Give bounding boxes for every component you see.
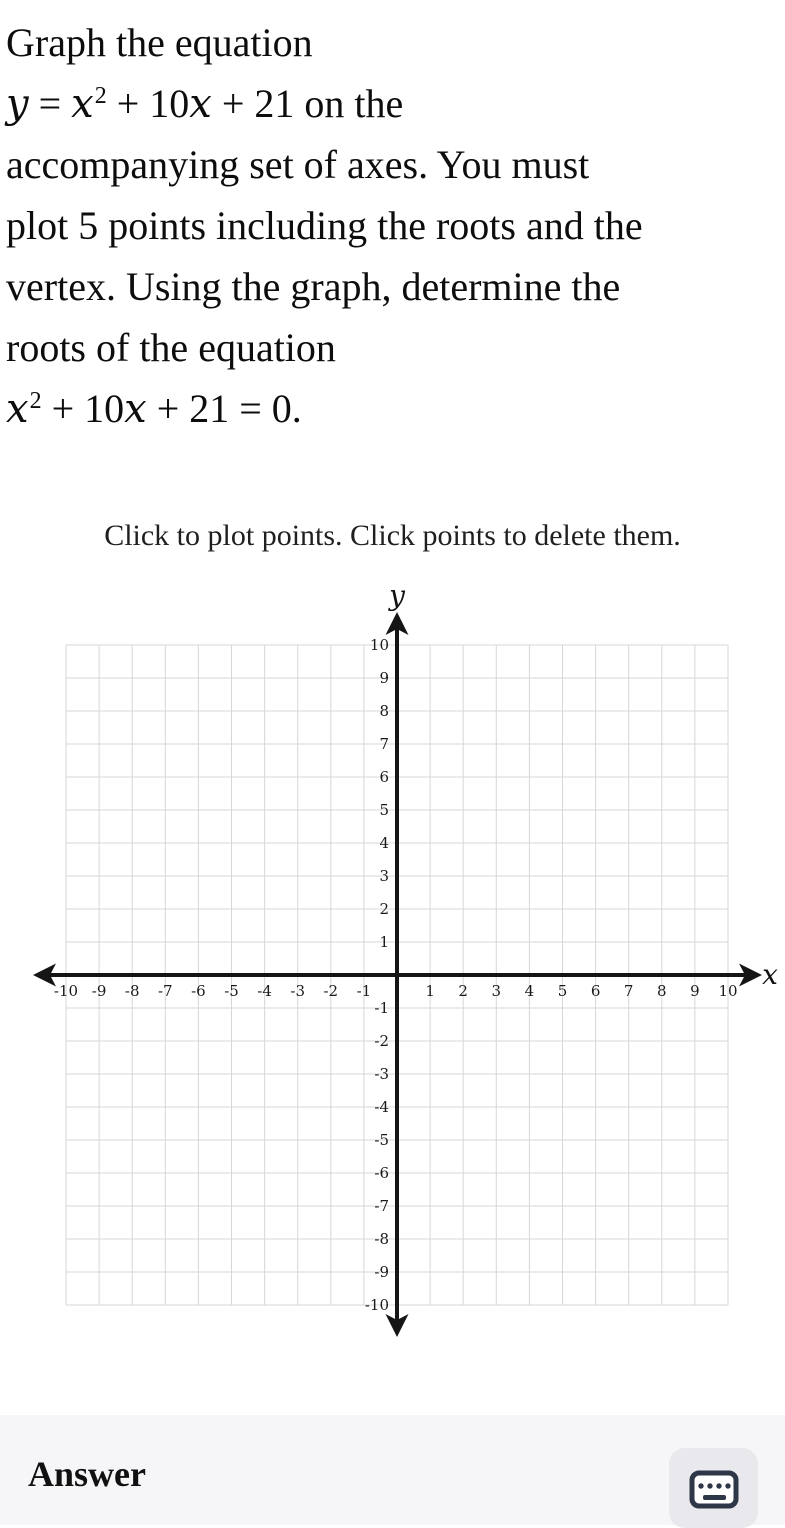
x-tick-label: 4 xyxy=(524,982,535,1000)
x-tick-label: 5 xyxy=(557,982,568,1000)
y-tick-label: -10 xyxy=(364,1296,389,1314)
x-tick-label: -7 xyxy=(157,982,173,1000)
problem-line: vertex. Using the graph, determine the xyxy=(6,264,621,309)
axes xyxy=(48,627,747,1326)
y-tick-label: 5 xyxy=(379,801,389,819)
y-tick-label: -5 xyxy=(374,1131,389,1149)
problem-line: accompanying set of axes. You must xyxy=(6,142,590,187)
x-tick-label: 8 xyxy=(657,982,667,1000)
x-tick-label: -8 xyxy=(124,982,140,1000)
x-tick-label: -5 xyxy=(224,982,239,1000)
problem-line: $x^2 + 10x + 21 = 0$. xyxy=(6,386,302,432)
problem-line: plot 5 points including the roots and the xyxy=(6,203,643,248)
y-tick-label: -3 xyxy=(374,1065,389,1083)
y-tick-label: -1 xyxy=(374,999,389,1017)
y-axis-label: y xyxy=(389,579,405,612)
y-tick-label: -7 xyxy=(374,1197,389,1215)
y-tick-label: -6 xyxy=(374,1164,389,1182)
x-tick-label: 2 xyxy=(458,982,468,1000)
keyboard-icon xyxy=(689,1470,739,1520)
x-tick-label: -1 xyxy=(356,982,372,1000)
plot-instruction: Click to plot points. Click points to delete them. xyxy=(104,519,681,552)
y-tick-label: -9 xyxy=(374,1263,389,1281)
x-tick-label: 6 xyxy=(590,982,601,1000)
x-tick-label: -3 xyxy=(290,982,306,1000)
x-tick-label: 9 xyxy=(690,982,700,1000)
x-tick-label: 1 xyxy=(425,982,435,1000)
y-tick-label: -2 xyxy=(374,1032,389,1050)
x-tick-label: -9 xyxy=(91,982,107,1000)
x-axis-label: x xyxy=(762,958,778,991)
problem-line: $y = x^2 + 10x + 21$ on the xyxy=(6,81,404,127)
y-tick-label: -4 xyxy=(374,1098,389,1116)
answer-section xyxy=(0,1415,785,1525)
x-tick-label: 3 xyxy=(491,982,502,1000)
graph-canvas[interactable] xyxy=(0,575,785,1345)
x-tick-label: 7 xyxy=(623,982,634,1000)
problem-statement xyxy=(6,12,785,439)
x-tick-label: -4 xyxy=(257,982,272,1000)
y-tick-label: 3 xyxy=(379,867,389,885)
x-tick-label: -2 xyxy=(323,982,339,1000)
y-tick-label: 9 xyxy=(379,669,389,687)
y-tick-label: -8 xyxy=(374,1230,389,1248)
y-tick-label: 6 xyxy=(379,768,389,786)
y-tick-label: 1 xyxy=(379,933,389,951)
y-tick-label: 7 xyxy=(379,735,389,753)
keyboard-button[interactable] xyxy=(669,1448,758,1528)
problem-line: roots of the equation xyxy=(6,325,336,370)
answer-heading: Answer xyxy=(28,1454,146,1494)
x-tick-label: 10 xyxy=(718,982,738,1000)
problem-line: Graph the equation xyxy=(6,20,313,65)
x-tick-label: -10 xyxy=(53,982,79,1000)
y-tick-label: 8 xyxy=(379,702,389,720)
x-tick-label: -6 xyxy=(191,982,206,1000)
y-tick-label: 4 xyxy=(379,834,389,852)
y-tick-label: 2 xyxy=(379,900,389,918)
y-tick-label: 10 xyxy=(369,636,389,654)
